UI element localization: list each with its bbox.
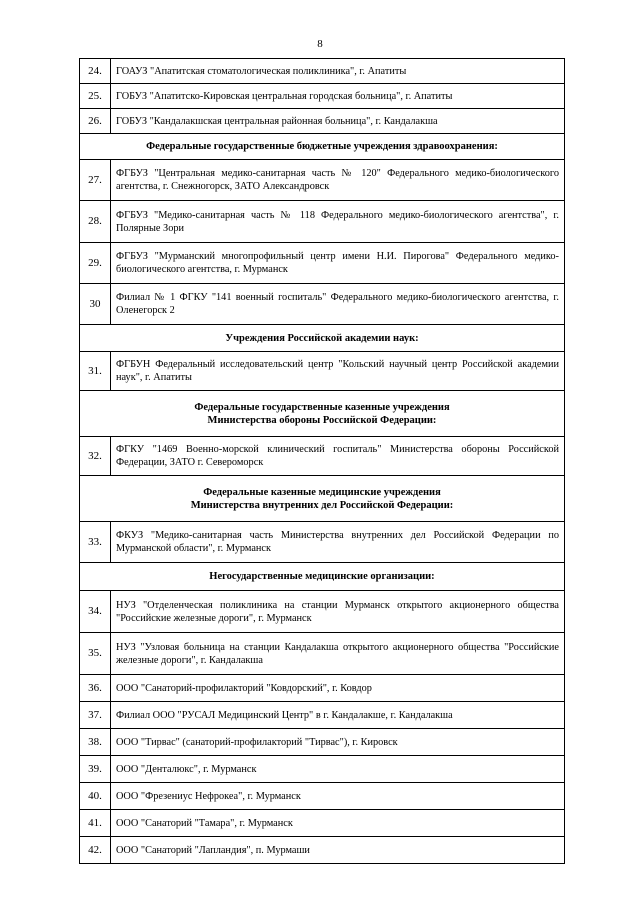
table-row [80,84,565,109]
row-number: 37. [80,702,111,729]
row-number: 42. [80,837,111,864]
row-number: 38. [80,729,111,756]
table-row [80,243,565,284]
row-number: 34. [80,591,111,633]
organization-name: Филиал ООО "РУСАЛ Медицинский Центр" в г. Кандалакше, г. Кандалакша [111,702,565,729]
row-number: 39. [80,756,111,783]
table-row [80,783,565,810]
organization-name: ФГБУЗ "Мурманский многопрофильный центр имени Н.И. Пирогова" Федерального медико-биологического агентства, г. Мурманск [111,243,565,284]
row-number: 35. [80,633,111,675]
organization-name: Филиал № 1 ФГКУ "141 военный госпиталь" Федерального медико-биологического агентства, г. Оленегорск 2 [111,284,565,325]
table-row [80,810,565,837]
row-number: 40. [80,783,111,810]
section-title-interior [80,476,565,522]
organization-name: ООО "Санаторий "Лапландия", п. Мурмаши [111,837,565,864]
section-title-line: Министерства обороны Российской Федерации: [207,414,437,426]
row-number: 26. [80,109,111,134]
table-row [80,352,565,391]
table-row [80,160,565,201]
organization-name: ООО "Санаторий "Тамара", г. Мурманск [111,810,565,837]
row-number: 27. [80,160,111,201]
organization-name: ГОАУЗ "Апатитская стоматологическая поликлиника", г. Апатиты [111,59,565,84]
section-title-line: Министерства внутренних дел Российской Федерации: [190,499,454,511]
table-row [80,729,565,756]
table-row [80,591,565,633]
organization-name: ГОБУЗ "Кандалакшская центральная районная больница", г. Кандалакша [111,109,565,134]
section-header-row [80,391,565,437]
table-row [80,675,565,702]
row-number: 29. [80,243,111,284]
organizations-table [79,58,565,864]
organization-name: ООО "Денталюкс", г. Мурманск [111,756,565,783]
row-number: 25. [80,84,111,109]
page-number: 8 [317,38,323,50]
section-header-row [80,476,565,522]
organization-name: ООО "Тирвас" (санаторий-профилакторий "Тирвас"), г. Кировск [111,729,565,756]
organization-name: НУЗ "Отделенческая поликлиника на станции Мурманск открытого акционерного общества "Российские железные дороги", г. Мурманск [111,591,565,633]
table-row [80,201,565,243]
row-number: 31. [80,352,111,391]
organization-name: НУЗ "Узловая больница на станции Кандалакша открытого акционерного общества "Российские железные дороги", г. Кандалакша [111,633,565,675]
organization-name: ФГБУН Федеральный исследовательский центр "Кольский научный центр Российской академии наук", г. Апатиты [111,352,565,391]
organization-name: ФГБУЗ "Медико-санитарная часть № 118 Федерального медико-биологического агентства", г. Полярные Зори [111,201,565,243]
section-title-nongov: Негосударственные медицинские организации: [80,563,565,591]
organization-name: ГОБУЗ "Апатитско-Кировская центральная городская больница", г. Апатиты [111,84,565,109]
table-row [80,59,565,84]
row-number: 24. [80,59,111,84]
table-row [80,437,565,476]
table-row [80,702,565,729]
row-number: 41. [80,810,111,837]
table-row [80,633,565,675]
table-row [80,522,565,563]
organization-name: ФГБУЗ "Центральная медико-санитарная часть № 120" Федерального медико-биологического агентства, г. Снежногорск, ЗАТО Александровск [111,160,565,201]
row-number: 36. [80,675,111,702]
section-title-federal-budget: Федеральные государственные бюджетные учреждения здравоохранения: [80,134,565,160]
section-header-row [80,134,565,160]
organization-name: ООО "Санаторий-профилакторий "Ковдорский", г. Ковдор [111,675,565,702]
table-row [80,756,565,783]
section-title-defense [80,391,565,437]
section-header-row [80,325,565,352]
section-title-line: Федеральные казенные медицинские учреждения [203,486,441,498]
organization-name: ООО "Фрезениус Нефрокеа", г. Мурманск [111,783,565,810]
table-row [80,837,565,864]
row-number: 30 [80,284,111,325]
table-row [80,109,565,134]
table-row [80,284,565,325]
row-number: 28. [80,201,111,243]
row-number: 33. [80,522,111,563]
section-title-academy: Учреждения Российской академии наук: [80,325,565,352]
section-title-line: Федеральные государственные казенные учреждения [194,401,450,413]
row-number: 32. [80,437,111,476]
section-header-row [80,563,565,591]
organization-name: ФКУЗ "Медико-санитарная часть Министерства внутренних дел Российской Федерации по Мурманской области", г. Мурманск [111,522,565,563]
organization-name: ФГКУ "1469 Военно-морской клинический госпиталь" Министерства обороны Российской Федерации, ЗАТО г. Североморск [111,437,565,476]
